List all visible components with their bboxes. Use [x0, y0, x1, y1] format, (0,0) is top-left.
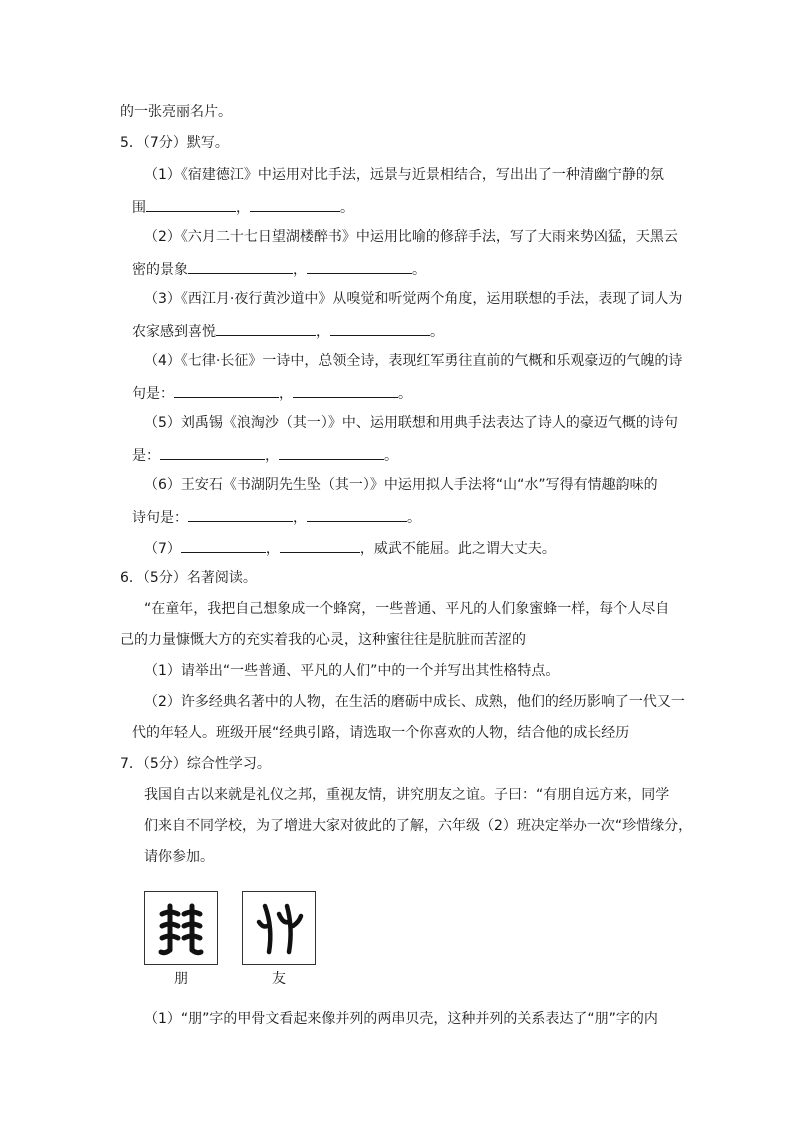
answer-blank[interactable] — [216, 321, 316, 336]
q5-item-1-line-2 — [132, 197, 354, 217]
comma: ， — [236, 200, 250, 216]
q5-item-6-line-1: （6）王安石《书湖阴先生坠（其一）》中运用拟人手法将“山“水”写得有情趣韵味的 — [144, 477, 658, 493]
q5-item-5-text: 是： — [132, 448, 160, 464]
caption-you: 友 — [272, 971, 286, 987]
period: 。 — [384, 448, 398, 464]
answer-blank[interactable] — [250, 197, 340, 212]
q5-item-6-text: 诗句是： — [132, 510, 188, 526]
comma: ， — [279, 386, 293, 402]
q7-passage-line-1: 我国自古以来就是礼仪之邦，重视友情，讲究朋友之谊。子曰：“有朋自远方来，同学 — [144, 787, 670, 803]
q5-item-1-text: 围 — [132, 200, 146, 216]
answer-blank[interactable] — [188, 507, 293, 522]
period: 。 — [407, 510, 421, 526]
q5-item-3-line-1: （3）《西江月·夜行黄沙道中》从嗅觉和听觉两个角度，运用联想的手法，表现了词人为 — [144, 291, 683, 307]
text-line: 的一张亮丽名片。 — [120, 104, 232, 120]
period: 。 — [340, 200, 354, 216]
answer-blank[interactable] — [181, 538, 266, 553]
q7-item-1: （1）“朋”字的甲骨文看起来像并列的两串贝壳，这种并列的关系表达了“朋”字的内 — [144, 1011, 658, 1027]
caption-peng: 朋 — [174, 971, 188, 987]
oracle-bone-you-image — [242, 891, 316, 965]
answer-blank[interactable] — [307, 259, 412, 274]
q6-item-1: （1）请举出“一些普通、平凡的人们”中的一个并写出其性格特点。 — [144, 663, 560, 679]
period: 。 — [430, 324, 444, 340]
q5-item-3-line-2 — [132, 321, 444, 341]
q5-item-1-line-1: （1）《宿建德江》中运用对比手法，远景与近景相结合，写出出了一种清幽宁静的氛 — [144, 167, 664, 183]
q6-item-2-line-1: （2）许多经典名著中的人物，在生活的磨砺中成长、成熟，他们的经历影响了一代又一 — [144, 694, 685, 710]
q7-passage-line-2: 们来自不同学校，为了增进大家对彼此的了解，六年级（2）班决定举办一次“珍惜缘分， — [144, 818, 693, 834]
q5-item-2-line-1: （2）《六月二十七日望湖楼醉书》中运用比喻的修辞手法，写了大雨来势凶猛，天黑云 — [144, 229, 678, 245]
comma: ， — [293, 262, 307, 278]
question-7-heading: 7．（5分）综合性学习。 — [120, 756, 271, 772]
answer-blank[interactable] — [307, 507, 407, 522]
comma: ， — [293, 510, 307, 526]
q5-item-6-line-2 — [132, 507, 421, 527]
q5-item-2-text: 密的景象 — [132, 262, 188, 278]
answer-blank[interactable] — [160, 445, 265, 460]
q5-item-4-line-1: （4）《七律·长征》一诗中，总领全诗，表现红军勇往直前的气概和乐观豪迈的气魄的诗 — [144, 353, 683, 369]
question-6-heading: 6．（5分）名著阅读。 — [120, 570, 257, 586]
q5-item-2-line-2 — [132, 259, 426, 279]
q7-passage-line-3: 请你参加。 — [144, 849, 214, 865]
oracle-bone-peng-image — [144, 891, 218, 965]
comma: ， — [265, 541, 280, 557]
answer-blank[interactable] — [293, 383, 398, 398]
q5-item-3-text: 农家感到喜悦 — [132, 324, 216, 340]
oracle-bone-peng-icon — [145, 892, 217, 964]
q5-item-7-number: （7） — [144, 541, 181, 557]
q5-item-5-line-1: （5）刘禹锡《浪淘沙（其一）》中、运用联想和用典手法表达了诗人的豪迈气概的诗句 — [144, 415, 678, 431]
answer-blank[interactable] — [280, 538, 360, 553]
q5-item-4-line-2 — [132, 383, 412, 403]
q6-passage-line-1: “在童年，我把自己想象成一个蜂窝，一些普通、平凡的人们象蜜蜂一样，每个人尽自 — [144, 601, 670, 617]
comma: ， — [265, 448, 279, 464]
answer-blank[interactable] — [146, 197, 236, 212]
period: 。 — [398, 386, 412, 402]
q5-item-4-text: 句是： — [132, 386, 174, 402]
q6-item-2-line-2: 代的年轻人。班级开展“经典引路，请选取一个你喜欢的人物，结合他的成长经历 — [132, 725, 630, 741]
answer-blank[interactable] — [174, 383, 279, 398]
answer-blank[interactable] — [279, 445, 384, 460]
q5-item-7-text: ，威武不能屈。此之谓大丈夫。 — [359, 541, 556, 557]
answer-blank[interactable] — [188, 259, 293, 274]
oracle-bone-you-icon — [243, 892, 315, 964]
q6-passage-line-2: 己的力量慷慨大方的充实着我的心灵，这种蜜往往是肮脏而苦涩的 — [120, 632, 526, 648]
q5-item-7 — [144, 538, 556, 558]
period: 。 — [412, 262, 426, 278]
answer-blank[interactable] — [330, 321, 430, 336]
comma: ， — [316, 324, 330, 340]
q5-item-5-line-2 — [132, 445, 398, 465]
question-5-heading: 5．（7分）默写。 — [120, 135, 229, 151]
